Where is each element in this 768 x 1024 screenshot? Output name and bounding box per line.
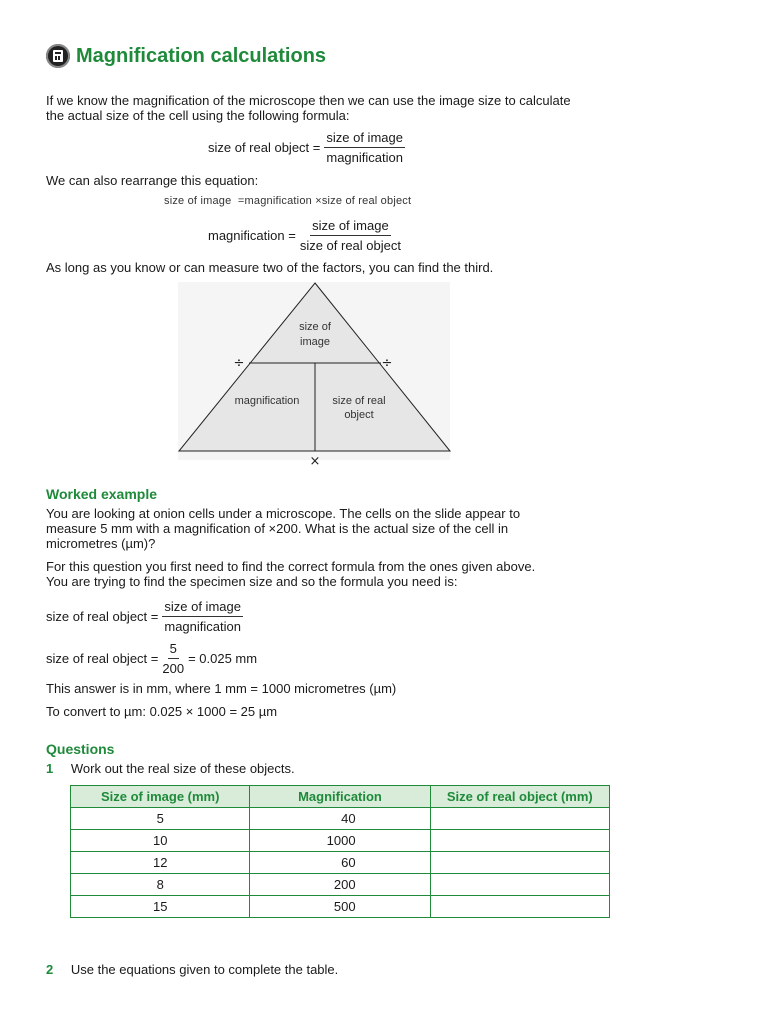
image-size-cell: 5	[71, 808, 250, 830]
divide-right-symbol: ÷	[381, 356, 393, 371]
worked-para1-line2: measure 5 mm with a magnification of ×200. What is the actual size of the cell in	[46, 521, 509, 536]
equation-lhs: size of real object =	[46, 609, 159, 624]
divide-left-symbol: ÷	[233, 356, 245, 371]
formula-lhs: size of real object =	[208, 140, 321, 155]
fraction-numerator: size of image	[324, 130, 405, 148]
table-header-cell: Size of real object (mm)	[430, 786, 609, 808]
worked-para1-line3: micrometres (µm)?	[46, 536, 156, 551]
fraction-denominator: size of real object	[299, 238, 401, 253]
formula-lhs: magnification =	[208, 228, 296, 243]
real-size-cell[interactable]	[430, 896, 609, 918]
fraction-numerator: size of image	[310, 218, 391, 236]
magnification-cell: 200	[250, 874, 430, 896]
questions-table	[70, 785, 610, 918]
magnification-cell: 60	[250, 852, 430, 874]
answer-line: This answer is in mm, where 1 mm = 1000 micrometres (µm)	[46, 681, 397, 696]
real-size-cell[interactable]	[430, 852, 609, 874]
factors-text: As long as you know or can measure two of the factors, you can find the third.	[46, 260, 494, 275]
table-row	[71, 830, 610, 852]
rearrange-text: We can also rearrange this equation:	[46, 173, 259, 188]
worked-para2-line2: You are trying to find the specimen size and so the formula you need is:	[46, 574, 458, 589]
equation-lhs: size of real object =	[46, 651, 159, 666]
title-row	[46, 44, 326, 68]
real-size-cell[interactable]	[430, 874, 609, 896]
question-2	[46, 962, 338, 977]
triangle-right-label-1: size of real	[332, 395, 386, 407]
image-size-cell: 12	[71, 852, 250, 874]
fraction-denominator: 200	[162, 661, 185, 676]
convert-line: To convert to µm: 0.025 × 1000 = 25 µm	[46, 704, 278, 719]
table-row	[71, 896, 610, 918]
fraction	[324, 130, 405, 165]
magnification-triangle-diagram	[170, 280, 460, 470]
triangle-top-label-1: size of	[299, 321, 331, 333]
calculator-icon	[46, 44, 70, 68]
real-size-cell[interactable]	[430, 830, 609, 852]
fraction-denominator: magnification	[164, 619, 241, 634]
worked-equation-1	[46, 599, 243, 634]
question-text: Use the equations given to complete the table.	[70, 962, 339, 977]
image-size-cell: 8	[71, 874, 250, 896]
worked-equation-2	[46, 641, 257, 676]
question-text: Work out the real size of these objects.	[70, 761, 295, 776]
fraction-numerator: size of image	[162, 599, 243, 617]
real-size-cell[interactable]	[430, 808, 609, 830]
table-header-row	[71, 786, 610, 808]
image-size-cell: 10	[71, 830, 250, 852]
triangle-right-label-2: object	[344, 409, 374, 421]
image-size-cell: 15	[71, 896, 250, 918]
formula-magnification	[208, 218, 401, 253]
formula-image-size: size of image =magnification ×size of real object	[164, 195, 412, 207]
worked-para1-line1: You are looking at onion cells under a microscope. The cells on the slide appear to	[46, 506, 521, 521]
worked-para2-line1: For this question you first need to find the correct formula from the ones given above.	[46, 559, 536, 574]
table-row	[71, 808, 610, 830]
fraction-denominator: magnification	[326, 150, 403, 165]
worked-example-heading: Worked example	[46, 486, 158, 502]
triangle-top-label-2: image	[300, 336, 330, 348]
question-number: 2	[46, 962, 54, 977]
fraction	[162, 599, 243, 634]
fraction	[162, 641, 184, 676]
magnification-cell: 40	[250, 808, 430, 830]
table-header-cell: Magnification	[250, 786, 430, 808]
table-row	[71, 874, 610, 896]
equation-rhs: = 0.025 mm	[188, 651, 258, 666]
table-header-cell: Size of image (mm)	[71, 786, 250, 808]
question-number: 1	[46, 761, 54, 776]
questions-heading: Questions	[46, 741, 115, 757]
fraction	[300, 218, 401, 253]
multiply-symbol: ×	[309, 454, 321, 469]
magnification-cell: 500	[250, 896, 430, 918]
triangle-left-label: magnification	[234, 395, 300, 407]
magnification-cell: 1000	[250, 830, 430, 852]
table-row	[71, 852, 610, 874]
formula-real-object	[208, 130, 405, 165]
question-1	[46, 761, 295, 776]
fraction-numerator: 5	[168, 641, 179, 659]
intro-paragraph: If we know the magnification of the microscope then we can use the image size to calculate the actual size of the cell using the following formula:	[46, 93, 571, 123]
page-title: Magnification calculations	[76, 44, 327, 67]
